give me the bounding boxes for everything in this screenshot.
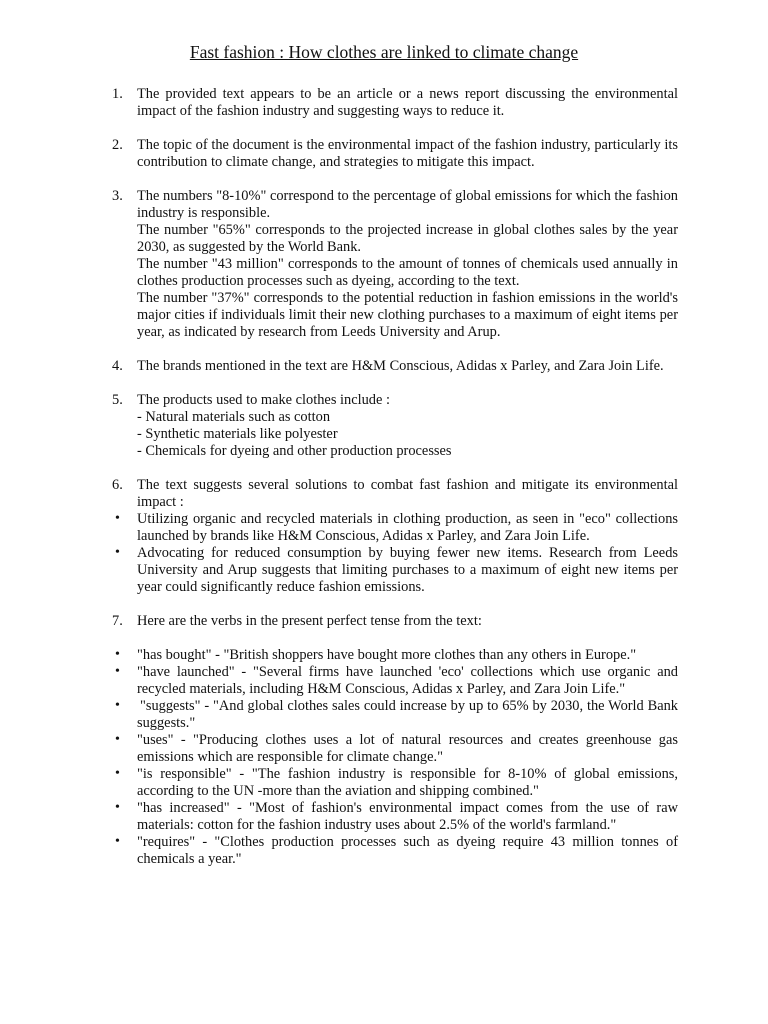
solution-bullet-2 [112,545,678,596]
list-item-7 [112,613,678,630]
item-number: 5. [112,392,123,408]
bullet-icon: • [115,647,120,662]
verb-bullet-4 [112,732,678,766]
item-line: - Chemicals for dyeing and other production processes [137,443,452,459]
document-title: Fast fashion : How clothes are linked to climate change [189,42,579,62]
solution-bullet-1 [112,511,678,545]
item-paragraph: The number "65%" corresponds to the projected increase in global clothes sales by the year 2030, as suggested by the World Bank. [137,222,678,255]
item-text: The topic of the document is the environmental impact of the fashion industry, particularly its contribution to climate change, and strategies to mitigate this impact. [137,137,678,170]
list-item-4 [112,358,678,375]
list-item-6 [112,477,678,511]
bullet-icon: • [115,732,120,747]
bullet-icon: • [115,545,120,560]
document-body [112,86,678,868]
verb-bullet-6 [112,800,678,834]
verb-bullet-3 [112,698,678,732]
bullet-icon: • [115,800,120,815]
verb-bullet-5 [112,766,678,800]
item-paragraph: The number "37%" corresponds to the potential reduction in fashion emissions in the world's major cities if individuals limit their new clothing purchases to a maximum of eight items per year, as indicated by research from Leeds University and Arup. [137,290,678,340]
item-number: 4. [112,358,123,374]
list-item-1 [112,86,678,120]
bullet-text: "uses" - "Producing clothes uses a lot of natural resources and creates greenhouse gas emissions which are responsible for climate change." [137,732,678,765]
bullet-text: "has bought" - "British shoppers have bought more clothes than any others in Europe." [137,647,637,663]
bullet-icon: • [115,834,120,849]
bullet-text: Advocating for reduced consumption by buying fewer new items. Research from Leeds University and Arup suggests that limiting purchases to a maximum of eight new items per year could significantly reduce fashion emissions. [137,545,678,595]
bullet-text: "suggests" - "And global clothes sales could increase by up to 65% by 2030, the World Bank suggests." [137,698,678,731]
item-number: 7. [112,613,123,629]
bullet-text: "requires" - "Clothes production processes such as dyeing require 43 million tonnes of chemicals a year." [137,834,678,867]
verb-bullet-1 [112,647,678,664]
bullet-text: "has increased" - "Most of fashion's environmental impact comes from the use of raw materials: cotton for the fashion industry uses about 2.5% of the world's farmland." [137,800,678,833]
item-paragraph: The numbers "8-10%" correspond to the percentage of global emissions for which the fashion industry is responsible. [137,188,678,221]
item-number: 3. [112,188,123,204]
bullet-icon: • [115,511,120,526]
bullet-text: "have launched" - "Several firms have launched 'eco' collections which use organic and recycled materials, including H&M Conscious, Adidas x Parley, and Zara Join Life." [137,664,678,697]
bullet-icon: • [115,766,120,781]
list-item-2 [112,137,678,171]
verb-bullet-2 [112,664,678,698]
verb-bullet-7 [112,834,678,868]
bullet-text: Utilizing organic and recycled materials in clothing production, as seen in "eco" collections launched by brands like H&M Conscious, Adidas x Parley, and Zara Join Life. [137,511,678,544]
bullet-text: "is responsible" - "The fashion industry is responsible for 8-10% of global emissions, according to the UN -more than the aviation and shipping combined." [137,766,678,799]
item-number: 6. [112,477,123,493]
item-text: The brands mentioned in the text are H&M Conscious, Adidas x Parley, and Zara Join Life. [137,358,664,374]
item-text: Here are the verbs in the present perfect tense from the text: [137,613,482,629]
item-line: - Natural materials such as cotton [137,409,331,425]
item-paragraph: The number "43 million" corresponds to the amount of tonnes of chemicals used annually in clothes production processes such as dyeing, according to the text. [137,256,678,289]
item-text: The provided text appears to be an article or a news report discussing the environmental impact of the fashion industry and suggesting ways to reduce it. [137,86,678,119]
list-item-5 [112,392,678,460]
item-number: 2. [112,137,123,153]
bullet-icon: • [115,698,120,713]
item-line: - Synthetic materials like polyester [137,426,338,442]
list-item-3 [112,188,678,341]
item-number: 1. [112,86,123,102]
item-text: The text suggests several solutions to combat fast fashion and mitigate its environmental impact : [137,477,678,510]
bullet-icon: • [115,664,120,679]
item-line: The products used to make clothes include : [137,392,390,408]
spacer [112,596,678,613]
